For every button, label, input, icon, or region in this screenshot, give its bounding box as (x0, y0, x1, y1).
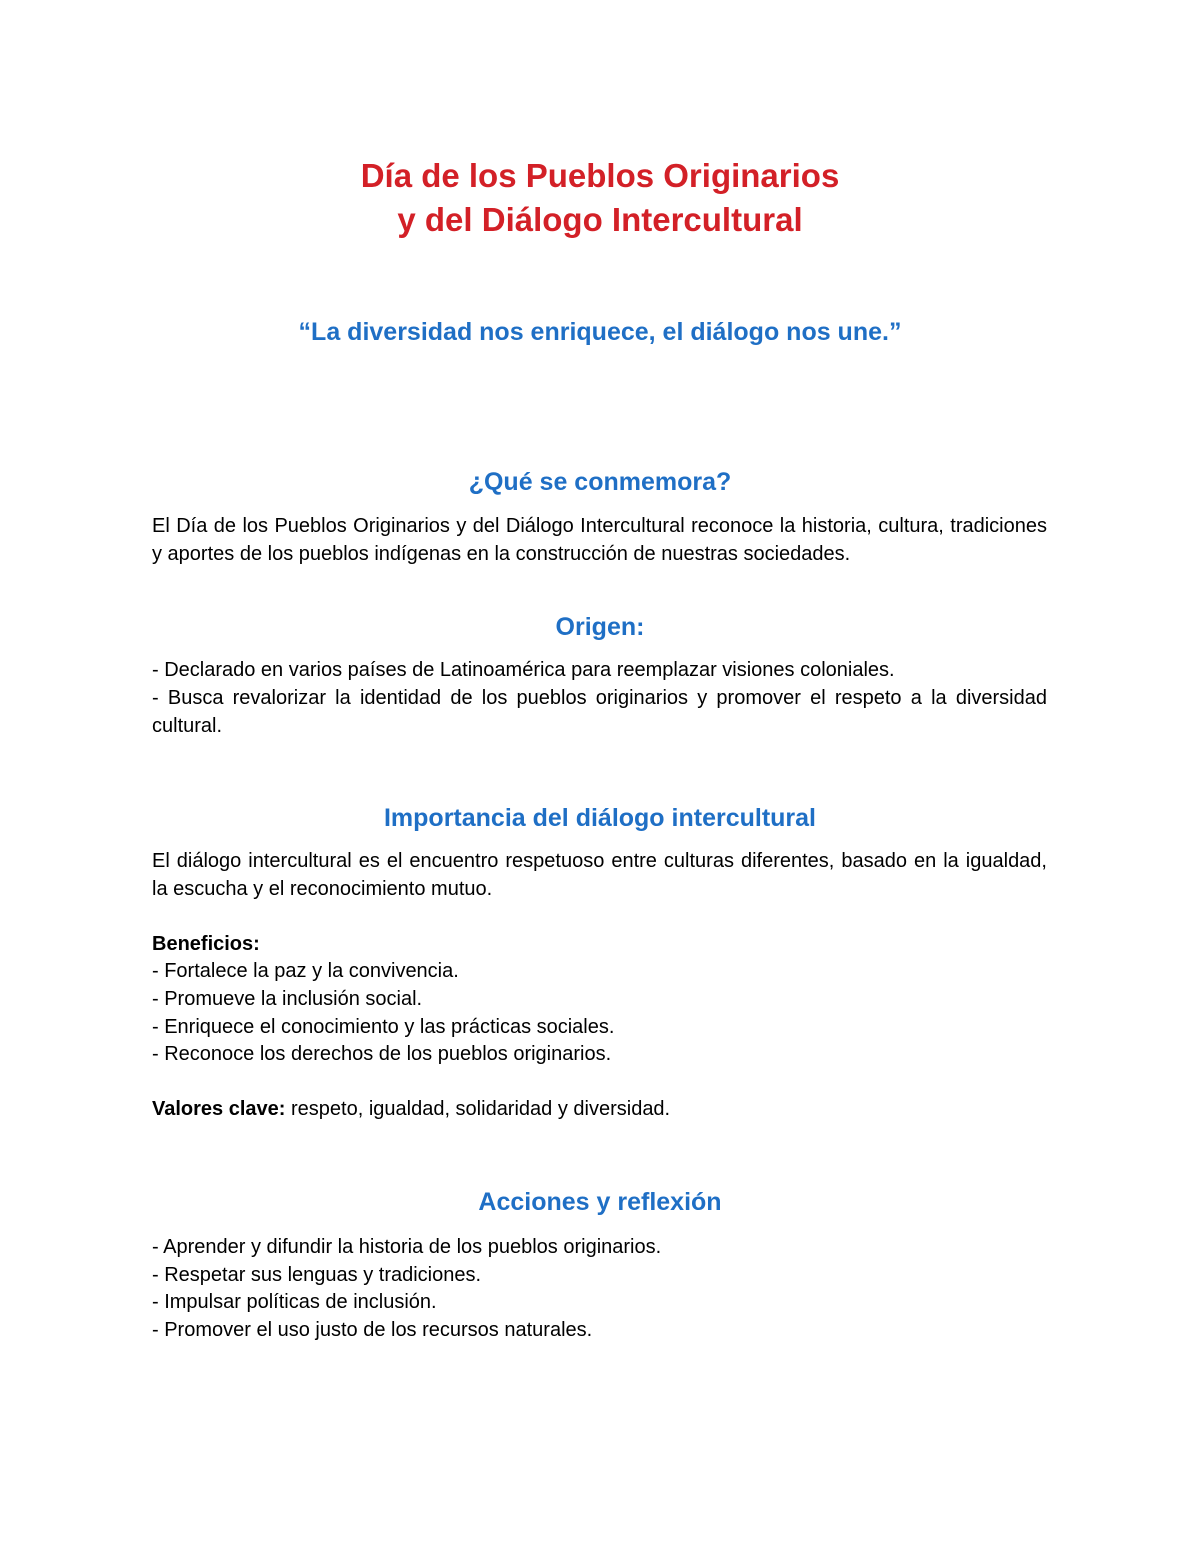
title-line-1: Día de los Pueblos Originarios (360, 157, 840, 194)
values-text: respeto, igualdad, solidaridad y diversidad. (285, 1098, 671, 1120)
origen-item-1: - Declarado en varios países de Latinoamérica para reemplazar visiones coloniales. (152, 659, 895, 681)
paragraph-importancia: El diálogo intercultural es el encuentro respetuoso entre culturas diferentes, basado en la igualdad, la escucha y el reconocimiento mutuo. (152, 850, 1047, 900)
benefit-item: - Enriquece el conocimiento y las prácticas sociales. (152, 1016, 615, 1038)
action-item: - Respetar sus lenguas y tradiciones. (152, 1264, 482, 1286)
heading-acciones: Acciones y reflexión (478, 1188, 722, 1216)
action-item: - Impulsar políticas de inclusión. (152, 1291, 437, 1313)
action-item: - Promover el uso justo de los recursos naturales. (152, 1319, 593, 1341)
paragraph-conmemora: El Día de los Pueblos Originarios y del Diálogo Intercultural reconoce la historia, cultura, tradiciones y aportes de los pueblos indígenas en la construcción de nuestras sociedades. (152, 515, 1047, 565)
benefit-item: - Fortalece la paz y la convivencia. (152, 960, 459, 982)
benefit-item: - Reconoce los derechos de los pueblos originarios. (152, 1043, 612, 1065)
heading-que-se-conmemora: ¿Qué se conmemora? (468, 468, 732, 496)
benefits-label: Beneficios: (152, 933, 260, 955)
origen-item-2: - Busca revalorizar la identidad de los pueblos originarios y promover el respeto a la diversidad cultural. (152, 687, 1047, 737)
heading-importancia: Importancia del diálogo intercultural (383, 804, 816, 832)
quote: “La diversidad nos enriquece, el diálogo nos une.” (298, 318, 902, 346)
title-line-2: y del Diálogo Intercultural (397, 201, 803, 238)
values-label: Valores clave: (152, 1098, 286, 1120)
benefit-item: - Promueve la inclusión social. (152, 988, 423, 1010)
heading-origen: Origen: (555, 613, 645, 641)
values-line (152, 1095, 1047, 1123)
action-item: - Aprender y difundir la historia de los pueblos originarios. (152, 1236, 662, 1258)
